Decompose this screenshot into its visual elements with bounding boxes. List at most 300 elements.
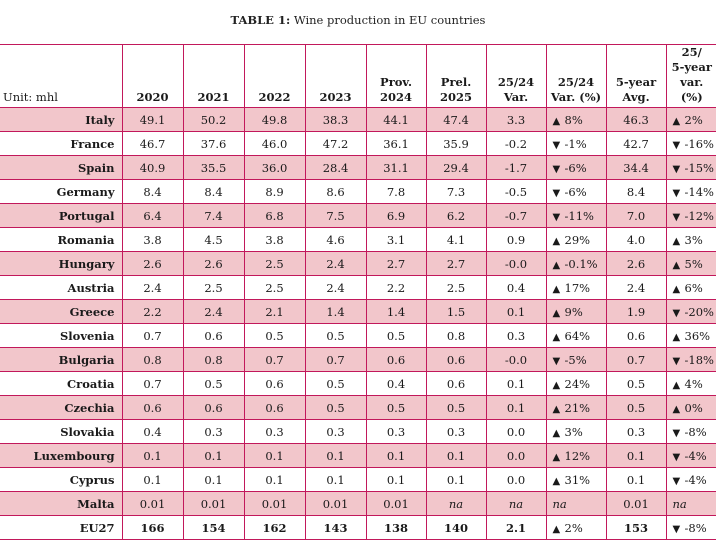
value-cell: 0.6 — [122, 396, 183, 420]
country-name: Portugal — [0, 204, 122, 228]
value-cell: 0.1 — [244, 468, 305, 492]
triangle-up-icon: ▲ — [552, 523, 561, 535]
var-pct-cell-value: 24% — [564, 376, 591, 391]
country-name: Austria — [0, 276, 122, 300]
value-cell: 0.6 — [244, 396, 305, 420]
value-cell: -0.5 — [486, 180, 546, 204]
var-pct-cell-value: -5% — [564, 352, 587, 367]
value-cell: 49.8 — [244, 108, 305, 132]
value-cell: 0.4 — [486, 276, 546, 300]
avg-cell: 4.0 — [606, 228, 666, 252]
value-cell: na — [486, 492, 546, 516]
value-cell: -1.7 — [486, 156, 546, 180]
var-pct-cell — [546, 492, 606, 516]
table-row — [0, 372, 716, 396]
var-pct-cell — [546, 276, 606, 300]
triangle-down-icon: ▼ — [672, 187, 681, 199]
avg-var-pct-cell-value: 4% — [684, 376, 703, 391]
avg-var-pct-cell — [666, 108, 716, 132]
value-cell: 2.2 — [122, 300, 183, 324]
avg-var-pct-cell — [666, 348, 716, 372]
value-cell: -0.2 — [486, 132, 546, 156]
avg-var-pct-cell — [666, 156, 716, 180]
value-cell: 0.1 — [305, 444, 366, 468]
table-row — [0, 444, 716, 468]
value-cell: 0.5 — [183, 372, 244, 396]
avg-var-pct-cell — [666, 444, 716, 468]
avg-var-pct-cell — [666, 396, 716, 420]
value-cell: 38.3 — [305, 108, 366, 132]
value-cell: 7.5 — [305, 204, 366, 228]
value-cell: 0.6 — [244, 372, 305, 396]
table-row — [0, 276, 716, 300]
value-cell: 0.4 — [366, 372, 426, 396]
avg-cell: 8.4 — [606, 180, 666, 204]
table-row — [0, 228, 716, 252]
triangle-down-icon: ▼ — [672, 163, 681, 175]
value-cell: 3.8 — [244, 228, 305, 252]
value-cell: 0.1 — [486, 300, 546, 324]
var-pct-cell-value: 31% — [564, 472, 591, 487]
triangle-up-icon: ▲ — [552, 427, 561, 439]
value-cell: 40.9 — [122, 156, 183, 180]
triangle-up-icon: ▲ — [672, 115, 681, 127]
avg-var-pct-cell-value: 0% — [684, 400, 703, 415]
triangle-up-icon: ▲ — [672, 235, 681, 247]
country-name: Romania — [0, 228, 122, 252]
avg-var-pct-cell-value: 36% — [684, 328, 711, 343]
column-header: 2023 — [305, 45, 366, 108]
country-name: Malta — [0, 492, 122, 516]
value-cell: 0.7 — [122, 324, 183, 348]
avg-var-pct-cell — [666, 468, 716, 492]
avg-cell: 0.5 — [606, 396, 666, 420]
value-cell: 8.4 — [122, 180, 183, 204]
unit-label: Unit: mhl — [0, 45, 122, 108]
column-header: Prel. 2025 — [426, 45, 486, 108]
avg-var-pct-cell — [666, 300, 716, 324]
table-row — [0, 300, 716, 324]
value-cell: 4.1 — [426, 228, 486, 252]
column-header: 25/24 Var. (%) — [546, 45, 606, 108]
table-row — [0, 180, 716, 204]
table-row — [0, 108, 716, 132]
value-cell: 8.6 — [305, 180, 366, 204]
var-pct-cell — [546, 468, 606, 492]
avg-cell: 0.7 — [606, 348, 666, 372]
table-caption-label: TABLE 1: — [230, 13, 291, 27]
value-cell: 0.9 — [486, 228, 546, 252]
value-cell: 47.4 — [426, 108, 486, 132]
value-cell: 2.4 — [305, 252, 366, 276]
avg-var-pct-cell-value: -4% — [684, 472, 707, 487]
var-pct-cell — [546, 204, 606, 228]
value-cell: 0.3 — [366, 420, 426, 444]
value-cell: 7.4 — [183, 204, 244, 228]
wine-production-table — [0, 44, 716, 540]
avg-cell: 0.6 — [606, 324, 666, 348]
value-cell: 36.1 — [366, 132, 426, 156]
column-header: 2021 — [183, 45, 244, 108]
triangle-up-icon: ▲ — [552, 451, 561, 463]
table-row — [0, 156, 716, 180]
value-cell: 1.4 — [305, 300, 366, 324]
var-pct-cell-value: 21% — [564, 400, 591, 415]
value-cell: 0.1 — [244, 444, 305, 468]
value-cell: 2.5 — [183, 276, 244, 300]
avg-var-pct-cell-value: -16% — [684, 136, 714, 151]
avg-var-pct-cell-value: -20% — [684, 304, 714, 319]
avg-var-pct-cell — [666, 204, 716, 228]
value-cell: 0.1 — [486, 396, 546, 420]
column-header: Prov. 2024 — [366, 45, 426, 108]
country-name: Spain — [0, 156, 122, 180]
value-cell: 2.5 — [244, 276, 305, 300]
triangle-up-icon: ▲ — [672, 283, 681, 295]
triangle-up-icon: ▲ — [552, 235, 561, 247]
column-header: 2020 — [122, 45, 183, 108]
var-pct-cell-value: 12% — [564, 448, 591, 463]
avg-var-pct-cell — [666, 492, 716, 516]
value-cell: 8.4 — [183, 180, 244, 204]
value-cell: 2.7 — [426, 252, 486, 276]
value-cell: 2.7 — [366, 252, 426, 276]
value-cell: 37.6 — [183, 132, 244, 156]
avg-var-pct-cell-value: 2% — [684, 112, 703, 127]
value-cell: 0.6 — [183, 324, 244, 348]
value-cell: 138 — [366, 516, 426, 540]
table-row — [0, 132, 716, 156]
country-name: Czechia — [0, 396, 122, 420]
avg-cell: 153 — [606, 516, 666, 540]
column-header: 2022 — [244, 45, 305, 108]
value-cell: 6.4 — [122, 204, 183, 228]
value-cell: 6.2 — [426, 204, 486, 228]
value-cell: 2.6 — [183, 252, 244, 276]
triangle-down-icon: ▼ — [552, 187, 561, 199]
table-row — [0, 204, 716, 228]
table-caption — [0, 13, 716, 27]
avg-var-pct-cell-value: 3% — [684, 232, 703, 247]
table-header — [0, 45, 716, 108]
triangle-up-icon: ▲ — [552, 283, 561, 295]
value-cell: 29.4 — [426, 156, 486, 180]
table-row — [0, 348, 716, 372]
triangle-up-icon: ▲ — [672, 259, 681, 271]
avg-var-pct-cell-value: na — [672, 496, 687, 511]
var-pct-cell-value: 9% — [564, 304, 583, 319]
value-cell: 0.5 — [426, 396, 486, 420]
country-name: Bulgaria — [0, 348, 122, 372]
value-cell: 0.1 — [305, 468, 366, 492]
avg-cell: 42.7 — [606, 132, 666, 156]
var-pct-cell-value: na — [552, 496, 567, 511]
var-pct-cell-value: -0.1% — [564, 256, 598, 271]
triangle-up-icon: ▲ — [552, 475, 561, 487]
var-pct-cell-value: 3% — [564, 424, 583, 439]
value-cell: 3.3 — [486, 108, 546, 132]
total-row — [0, 516, 716, 540]
triangle-down-icon: ▼ — [672, 139, 681, 151]
value-cell: 4.6 — [305, 228, 366, 252]
value-cell: 2.2 — [366, 276, 426, 300]
triangle-down-icon: ▼ — [672, 211, 681, 223]
var-pct-cell — [546, 300, 606, 324]
country-name: Slovenia — [0, 324, 122, 348]
value-cell: 3.8 — [122, 228, 183, 252]
value-cell: 0.3 — [305, 420, 366, 444]
avg-cell: 34.4 — [606, 156, 666, 180]
value-cell: 143 — [305, 516, 366, 540]
avg-var-pct-cell-value: -18% — [684, 352, 714, 367]
country-name: Cyprus — [0, 468, 122, 492]
value-cell: 0.5 — [305, 324, 366, 348]
value-cell: 0.4 — [122, 420, 183, 444]
value-cell: 0.1 — [366, 444, 426, 468]
value-cell: 0.01 — [183, 492, 244, 516]
var-pct-cell — [546, 444, 606, 468]
value-cell: -0.0 — [486, 348, 546, 372]
avg-var-pct-cell — [666, 132, 716, 156]
column-header: 5-year Avg. — [606, 45, 666, 108]
triangle-down-icon: ▼ — [672, 451, 681, 463]
value-cell: 0.3 — [183, 420, 244, 444]
avg-var-pct-cell — [666, 516, 716, 540]
value-cell: 0.5 — [366, 396, 426, 420]
value-cell: 0.6 — [426, 348, 486, 372]
value-cell: 6.8 — [244, 204, 305, 228]
country-name: Slovakia — [0, 420, 122, 444]
value-cell: 0.8 — [183, 348, 244, 372]
value-cell: 2.1 — [244, 300, 305, 324]
var-pct-cell — [546, 348, 606, 372]
value-cell: 3.1 — [366, 228, 426, 252]
avg-cell: 0.1 — [606, 468, 666, 492]
triangle-up-icon: ▲ — [672, 331, 681, 343]
value-cell: 0.1 — [366, 468, 426, 492]
value-cell: 0.01 — [122, 492, 183, 516]
value-cell: 35.9 — [426, 132, 486, 156]
value-cell: 0.7 — [305, 348, 366, 372]
value-cell: 7.8 — [366, 180, 426, 204]
value-cell: 166 — [122, 516, 183, 540]
value-cell: 2.1 — [486, 516, 546, 540]
country-name: Greece — [0, 300, 122, 324]
var-pct-cell-value: 29% — [564, 232, 591, 247]
value-cell: 35.5 — [183, 156, 244, 180]
value-cell: 162 — [244, 516, 305, 540]
triangle-down-icon: ▼ — [552, 355, 561, 367]
value-cell: 44.1 — [366, 108, 426, 132]
triangle-up-icon: ▲ — [552, 379, 561, 391]
value-cell: 0.6 — [426, 372, 486, 396]
triangle-up-icon: ▲ — [552, 403, 561, 415]
country-name: Croatia — [0, 372, 122, 396]
var-pct-cell — [546, 420, 606, 444]
avg-var-pct-cell — [666, 324, 716, 348]
column-header: 25/ 5-year var. (%) — [666, 45, 716, 108]
var-pct-cell — [546, 324, 606, 348]
country-name: Luxembourg — [0, 444, 122, 468]
country-name: France — [0, 132, 122, 156]
value-cell: 0.1 — [426, 444, 486, 468]
avg-cell: 0.1 — [606, 444, 666, 468]
var-pct-cell — [546, 132, 606, 156]
value-cell: 0.0 — [486, 444, 546, 468]
avg-var-pct-cell-value: -8% — [684, 520, 707, 535]
avg-var-pct-cell — [666, 228, 716, 252]
table-row — [0, 252, 716, 276]
triangle-down-icon: ▼ — [552, 163, 561, 175]
value-cell: 2.5 — [244, 252, 305, 276]
table-row — [0, 324, 716, 348]
var-pct-cell — [546, 108, 606, 132]
value-cell: 0.7 — [122, 372, 183, 396]
avg-var-pct-cell-value: -12% — [684, 208, 714, 223]
avg-var-pct-cell-value: -14% — [684, 184, 714, 199]
value-cell: 1.4 — [366, 300, 426, 324]
avg-cell: 7.0 — [606, 204, 666, 228]
avg-cell: 2.4 — [606, 276, 666, 300]
value-cell: 28.4 — [305, 156, 366, 180]
avg-cell: 0.5 — [606, 372, 666, 396]
table-body — [0, 108, 716, 540]
var-pct-cell — [546, 156, 606, 180]
table-row — [0, 492, 716, 516]
value-cell: -0.0 — [486, 252, 546, 276]
header-row — [0, 45, 716, 108]
value-cell: 2.5 — [426, 276, 486, 300]
var-pct-cell-value: -6% — [564, 160, 587, 175]
value-cell: 47.2 — [305, 132, 366, 156]
country-name: EU27 — [0, 516, 122, 540]
value-cell: 0.8 — [426, 324, 486, 348]
triangle-up-icon: ▲ — [672, 403, 681, 415]
value-cell: 7.3 — [426, 180, 486, 204]
value-cell: 0.01 — [305, 492, 366, 516]
triangle-down-icon: ▼ — [552, 139, 561, 151]
value-cell: 0.1 — [183, 468, 244, 492]
var-pct-cell-value: 2% — [564, 520, 583, 535]
value-cell: 49.1 — [122, 108, 183, 132]
value-cell: 36.0 — [244, 156, 305, 180]
avg-cell: 46.3 — [606, 108, 666, 132]
value-cell: 0.6 — [183, 396, 244, 420]
value-cell: 0.5 — [305, 396, 366, 420]
value-cell: 140 — [426, 516, 486, 540]
value-cell: 0.5 — [366, 324, 426, 348]
country-name: Germany — [0, 180, 122, 204]
var-pct-cell — [546, 252, 606, 276]
value-cell: 0.3 — [426, 420, 486, 444]
value-cell: 0.1 — [183, 444, 244, 468]
triangle-down-icon: ▼ — [672, 355, 681, 367]
value-cell: 2.6 — [122, 252, 183, 276]
triangle-down-icon: ▼ — [672, 475, 681, 487]
value-cell: 0.1 — [122, 468, 183, 492]
avg-cell: 2.6 — [606, 252, 666, 276]
value-cell: 0.6 — [366, 348, 426, 372]
value-cell: 31.1 — [366, 156, 426, 180]
avg-cell: 1.9 — [606, 300, 666, 324]
var-pct-cell-value: -11% — [564, 208, 594, 223]
value-cell: 0.3 — [244, 420, 305, 444]
triangle-down-icon: ▼ — [672, 427, 681, 439]
value-cell: 0.01 — [366, 492, 426, 516]
value-cell: 154 — [183, 516, 244, 540]
value-cell: 0.3 — [486, 324, 546, 348]
value-cell: 0.0 — [486, 420, 546, 444]
country-name: Italy — [0, 108, 122, 132]
value-cell: 6.9 — [366, 204, 426, 228]
table-caption-text: Wine production in EU countries — [290, 13, 486, 27]
value-cell: 0.7 — [244, 348, 305, 372]
triangle-up-icon: ▲ — [552, 331, 561, 343]
avg-var-pct-cell-value: -15% — [684, 160, 714, 175]
avg-var-pct-cell-value: 6% — [684, 280, 703, 295]
table-row — [0, 420, 716, 444]
column-header: 25/24 Var. — [486, 45, 546, 108]
avg-var-pct-cell-value: -8% — [684, 424, 707, 439]
value-cell: 0.5 — [244, 324, 305, 348]
value-cell: 0.1 — [426, 468, 486, 492]
table-row — [0, 468, 716, 492]
value-cell: 0.1 — [122, 444, 183, 468]
value-cell: 0.01 — [244, 492, 305, 516]
triangle-up-icon: ▲ — [552, 307, 561, 319]
value-cell: -0.7 — [486, 204, 546, 228]
triangle-down-icon: ▼ — [672, 523, 681, 535]
avg-cell: 0.3 — [606, 420, 666, 444]
value-cell: 46.7 — [122, 132, 183, 156]
var-pct-cell — [546, 228, 606, 252]
value-cell: 1.5 — [426, 300, 486, 324]
value-cell: 2.4 — [183, 300, 244, 324]
value-cell: na — [426, 492, 486, 516]
var-pct-cell-value: -6% — [564, 184, 587, 199]
triangle-up-icon: ▲ — [672, 379, 681, 391]
value-cell: 50.2 — [183, 108, 244, 132]
avg-var-pct-cell — [666, 372, 716, 396]
table-row — [0, 396, 716, 420]
avg-var-pct-cell-value: 5% — [684, 256, 703, 271]
value-cell: 8.9 — [244, 180, 305, 204]
country-name: Hungary — [0, 252, 122, 276]
avg-var-pct-cell-value: -4% — [684, 448, 707, 463]
value-cell: 46.0 — [244, 132, 305, 156]
value-cell: 0.1 — [486, 372, 546, 396]
var-pct-cell — [546, 372, 606, 396]
value-cell: 0.8 — [122, 348, 183, 372]
var-pct-cell — [546, 180, 606, 204]
value-cell: 0.0 — [486, 468, 546, 492]
value-cell: 0.5 — [305, 372, 366, 396]
triangle-up-icon: ▲ — [552, 115, 561, 127]
value-cell: 2.4 — [122, 276, 183, 300]
value-cell: 2.4 — [305, 276, 366, 300]
triangle-down-icon: ▼ — [552, 211, 561, 223]
triangle-down-icon: ▼ — [672, 307, 681, 319]
var-pct-cell-value: 17% — [564, 280, 591, 295]
avg-var-pct-cell — [666, 420, 716, 444]
value-cell: 4.5 — [183, 228, 244, 252]
avg-var-pct-cell — [666, 252, 716, 276]
avg-var-pct-cell — [666, 180, 716, 204]
var-pct-cell-value: -1% — [564, 136, 587, 151]
avg-cell: 0.01 — [606, 492, 666, 516]
triangle-up-icon: ▲ — [552, 259, 561, 271]
var-pct-cell — [546, 516, 606, 540]
